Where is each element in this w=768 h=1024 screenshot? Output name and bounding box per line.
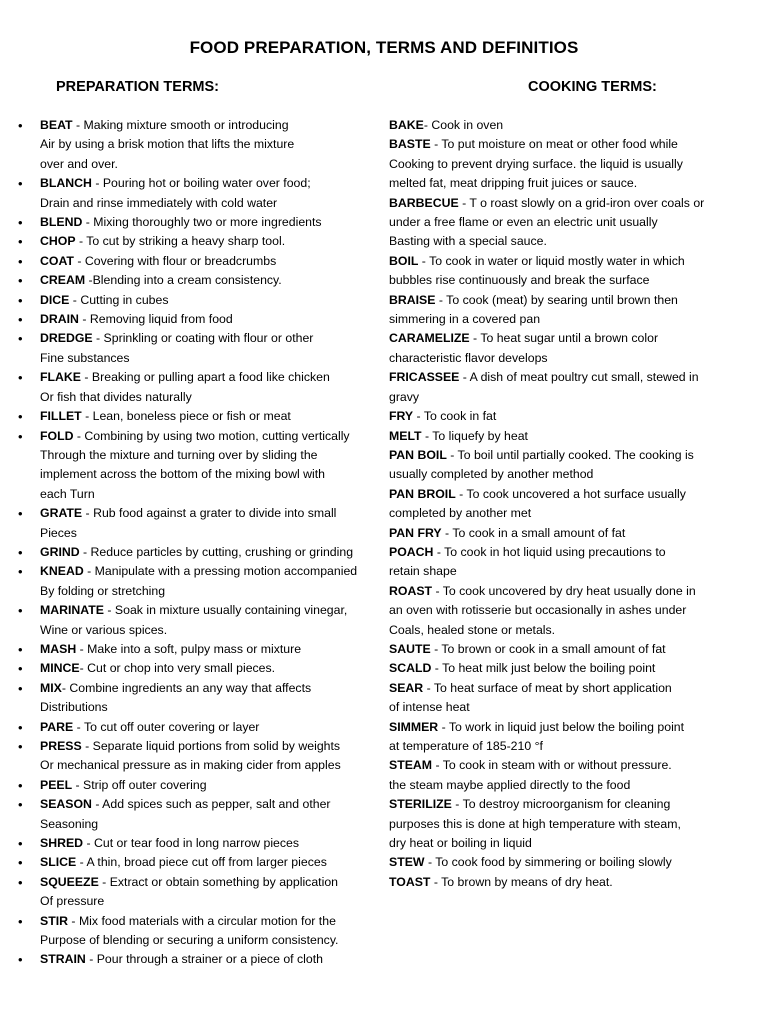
cooking-term-definition: Basting with a special sauce.	[389, 234, 547, 249]
preparation-term-item	[40, 543, 380, 562]
preparation-term-definition: - Combine ingredients an any way that affects	[61, 680, 312, 695]
cooking-term-item	[389, 194, 734, 252]
preparation-heading: PREPARATION TERMS:	[56, 79, 219, 95]
preparation-term-definition: Or mechanical pressure as in making cider from apples	[40, 758, 341, 773]
preparation-term-line	[40, 174, 380, 193]
cooking-term-definition: - To destroy microorganism for cleaning	[451, 797, 671, 812]
preparation-term-item	[40, 873, 380, 912]
cooking-term-line	[389, 659, 734, 678]
cooking-term-line	[389, 834, 734, 853]
cooking-term-term: SIMMER	[389, 719, 439, 734]
preparation-term-line	[40, 310, 380, 329]
cooking-term-term: PAN BOIL	[389, 447, 447, 462]
preparation-term-definition: - Soak in mixture usually containing vinegar,	[103, 603, 348, 618]
preparation-term-line	[40, 853, 380, 872]
preparation-term-definition: Seasoning	[40, 816, 99, 831]
preparation-term-term: SEASON	[40, 797, 92, 812]
preparation-term-item	[40, 252, 380, 271]
preparation-term-definition: Pieces	[40, 525, 77, 540]
cooking-term-line	[389, 329, 734, 348]
cooking-term-line	[389, 116, 734, 135]
preparation-term-line	[40, 291, 380, 310]
preparation-term-line	[40, 116, 380, 135]
preparation-term-line	[40, 621, 380, 640]
cooking-terms-list	[389, 116, 734, 892]
cooking-term-line	[389, 524, 734, 543]
cooking-term-line	[389, 368, 734, 387]
cooking-term-line	[389, 388, 734, 407]
preparation-term-term: DRAIN	[40, 312, 79, 327]
cooking-term-definition: - To cook in water or liquid mostly water in which	[418, 253, 685, 268]
cooking-term-item	[389, 543, 734, 582]
cooking-term-line	[389, 718, 734, 737]
cooking-term-item	[389, 679, 734, 718]
cooking-term-term: ROAST	[389, 583, 433, 598]
preparation-term-definition: By folding or stretching	[40, 583, 166, 598]
cooking-term-definition: at temperature of 185-210 °f	[389, 739, 543, 753]
cooking-term-definition: - To liquefy by heat	[421, 428, 528, 443]
preparation-terms-list	[40, 116, 380, 970]
cooking-term-item	[389, 252, 734, 291]
preparation-term-term: KNEAD	[40, 564, 84, 579]
preparation-term-item	[40, 834, 380, 853]
cooking-term-item	[389, 524, 734, 543]
preparation-term-line	[40, 873, 380, 892]
cooking-term-line	[389, 194, 734, 213]
cooking-term-line	[389, 485, 734, 504]
cooking-term-definition: of intense heat	[389, 700, 470, 715]
cooking-term-definition: gravy	[389, 389, 420, 404]
preparation-term-line	[40, 349, 380, 368]
preparation-term-term: BEAT	[40, 118, 73, 132]
preparation-term-line	[40, 388, 380, 407]
preparation-term-definition: - Strip off outer covering	[72, 777, 207, 792]
preparation-term-item	[40, 407, 380, 426]
cooking-term-item	[389, 795, 734, 853]
preparation-term-term: SLICE	[40, 855, 77, 870]
preparation-term-line	[40, 718, 380, 737]
preparation-term-term: PEEL	[40, 777, 73, 792]
cooking-term-definition: - To cook (meat) by searing until brown then	[435, 292, 678, 307]
preparation-term-term: STRAIN	[40, 952, 86, 967]
preparation-term-term: COAT	[40, 253, 74, 268]
cooking-term-line	[389, 407, 734, 426]
cooking-term-item	[389, 135, 734, 193]
cooking-term-line	[389, 291, 734, 310]
cooking-term-definition: - Cook in oven	[423, 118, 504, 132]
preparation-term-definition: - A thin, broad piece cut off from larger pieces	[76, 855, 327, 870]
preparation-term-line	[40, 776, 380, 795]
cooking-term-line	[389, 252, 734, 271]
preparation-term-item	[40, 329, 380, 368]
preparation-term-definition: - Cut or chop into very small pieces.	[79, 661, 276, 676]
cooking-term-definition: simmering in a covered pan	[389, 312, 541, 327]
cooking-term-definition: - To put moisture on meat or other food while	[430, 137, 678, 152]
cooking-term-definition: - To cook in steam with or without pressure.	[432, 758, 672, 773]
cooking-term-term: MELT	[389, 428, 422, 443]
cooking-term-line	[389, 135, 734, 154]
preparation-term-definition: - Mix food materials with a circular motion for the	[68, 913, 336, 928]
preparation-term-line	[40, 427, 380, 446]
preparation-term-term: MIX	[40, 680, 62, 695]
preparation-term-line	[40, 679, 380, 698]
preparation-term-term: SHRED	[40, 836, 84, 851]
cooking-term-definition: dry heat or boiling in liquid	[389, 836, 532, 851]
cooking-term-term: SCALD	[389, 661, 432, 676]
preparation-term-definition: - Making mixture smooth or introducing	[72, 118, 289, 132]
cooking-term-term: BARBECUE	[389, 195, 459, 210]
preparation-term-line	[40, 368, 380, 387]
cooking-term-term: BAKE	[389, 118, 424, 132]
preparation-term-line	[40, 698, 380, 717]
preparation-term-definition: each Turn	[40, 486, 95, 501]
preparation-term-definition: - Make into a soft, pulpy mass or mixture	[76, 641, 302, 656]
preparation-term-line	[40, 640, 380, 659]
preparation-term-item	[40, 601, 380, 640]
preparation-term-line	[40, 562, 380, 581]
cooking-term-term: STEW	[389, 855, 425, 870]
preparation-term-line	[40, 135, 380, 154]
cooking-term-definition: Cooking to prevent drying surface. the liquid is usually	[389, 156, 683, 171]
preparation-term-definition: Distributions	[40, 700, 108, 715]
cooking-term-definition: - To brown or cook in a small amount of fat	[430, 641, 666, 656]
preparation-term-definition: Or fish that divides naturally	[40, 389, 192, 404]
cooking-term-item	[389, 756, 734, 795]
cooking-term-item	[389, 582, 734, 640]
cooking-term-term: BASTE	[389, 137, 431, 152]
cooking-term-item	[389, 659, 734, 678]
preparation-term-term: STIR	[40, 913, 69, 928]
preparation-term-item	[40, 640, 380, 659]
cooking-term-line	[389, 698, 734, 717]
preparation-term-term: GRIND	[40, 544, 80, 559]
preparation-term-definition: - Manipulate with a pressing motion accompanied	[83, 564, 358, 579]
preparation-term-item	[40, 213, 380, 232]
cooking-term-definition: - To heat milk just below the boiling point	[431, 661, 656, 676]
cooking-term-definition: - A dish of meat poultry cut small, stewed in	[459, 370, 699, 385]
preparation-term-line	[40, 465, 380, 484]
preparation-term-term: FILLET	[40, 409, 82, 424]
cooking-term-definition: - To boil until partially cooked. The cooking is	[446, 447, 694, 462]
cooking-term-line	[389, 271, 734, 290]
preparation-term-item	[40, 562, 380, 601]
preparation-term-item	[40, 795, 380, 834]
preparation-term-line	[40, 543, 380, 562]
preparation-term-item	[40, 776, 380, 795]
preparation-term-definition: implement across the bottom of the mixing bowl with	[40, 467, 326, 482]
preparation-term-definition: - Separate liquid portions from solid by weights	[81, 739, 341, 753]
cooking-term-term: CARAMELIZE	[389, 331, 470, 346]
preparation-term-definition: Drain and rinse immediately with cold water	[40, 195, 278, 210]
preparation-term-line	[40, 815, 380, 834]
cooking-term-definition: an oven with rotisserie but occasionally in ashes under	[389, 603, 687, 618]
preparation-term-item	[40, 853, 380, 872]
preparation-term-item	[40, 737, 380, 776]
preparation-term-item	[40, 271, 380, 290]
preparation-term-line	[40, 737, 380, 756]
preparation-term-line	[40, 213, 380, 232]
cooking-term-definition: characteristic flavor develops	[389, 350, 548, 365]
preparation-term-definition: - Mixing thoroughly two or more ingredients	[82, 215, 322, 230]
preparation-term-line	[40, 155, 380, 174]
cooking-term-line	[389, 174, 734, 193]
cooking-term-item	[389, 446, 734, 485]
preparation-term-definition: Air by using a brisk motion that lifts the mixture	[40, 137, 295, 152]
cooking-term-line	[389, 155, 734, 174]
cooking-term-definition: usually completed by another method	[389, 467, 594, 482]
cooking-term-term: PAN FRY	[389, 525, 442, 540]
preparation-term-definition: - Rub food against a grater to divide into small	[82, 506, 337, 521]
page-title: FOOD PREPARATION, TERMS AND DEFINITIOS	[189, 38, 579, 57]
cooking-term-line	[389, 776, 734, 795]
cooking-term-line	[389, 853, 734, 872]
preparation-term-line	[40, 912, 380, 931]
cooking-term-term: SEAR	[389, 680, 424, 695]
cooking-term-line	[389, 349, 734, 368]
cooking-term-term: TOAST	[389, 874, 431, 889]
cooking-term-term: STEAM	[389, 758, 433, 773]
cooking-term-line	[389, 582, 734, 601]
cooking-term-definition: Coals, healed stone or metals.	[389, 622, 556, 637]
preparation-term-item	[40, 232, 380, 251]
preparation-term-definition: - Cutting in cubes	[69, 292, 169, 307]
cooking-term-definition: - To cook in fat	[413, 409, 497, 424]
cooking-term-term: SAUTE	[389, 641, 431, 656]
preparation-term-term: FOLD	[40, 428, 74, 443]
preparation-term-term: CREAM	[40, 273, 86, 288]
cooking-term-definition: melted fat, meat dripping fruit juices or sauce.	[389, 176, 638, 191]
preparation-term-item	[40, 679, 380, 718]
cooking-term-term: STERILIZE	[389, 797, 452, 812]
cooking-term-line	[389, 427, 734, 446]
preparation-term-term: MINCE	[40, 661, 80, 676]
cooking-term-definition: - To cook in a small amount of fat	[441, 525, 626, 540]
preparation-term-definition: Purpose of blending or securing a uniform consistency.	[40, 933, 339, 948]
cooking-term-line	[389, 504, 734, 523]
preparation-term-line	[40, 407, 380, 426]
preparation-term-line	[40, 756, 380, 775]
preparation-term-line	[40, 485, 380, 504]
preparation-term-term: MARINATE	[40, 603, 104, 618]
preparation-term-line	[40, 524, 380, 543]
preparation-term-term: PARE	[40, 719, 74, 734]
preparation-term-item	[40, 310, 380, 329]
preparation-term-item	[40, 427, 380, 505]
preparation-term-term: BLEND	[40, 215, 83, 230]
preparation-term-line	[40, 659, 380, 678]
preparation-term-definition: - Combining by using two motion, cutting vertically	[73, 428, 350, 443]
cooking-term-line	[389, 310, 734, 329]
cooking-term-item	[389, 640, 734, 659]
cooking-term-definition: - To heat surface of meat by short application	[423, 680, 672, 695]
preparation-term-definition: Of pressure	[40, 894, 105, 909]
cooking-term-item	[389, 873, 734, 892]
cooking-term-item	[389, 407, 734, 426]
cooking-term-definition: bubbles rise continuously and break the surface	[389, 273, 650, 288]
preparation-term-term: SQUEEZE	[40, 874, 99, 889]
preparation-term-term: GRATE	[40, 506, 83, 521]
preparation-term-definition: - Extract or obtain something by application	[98, 874, 338, 889]
cooking-term-item	[389, 853, 734, 872]
preparation-term-term: MASH	[40, 641, 77, 656]
cooking-term-term: POACH	[389, 544, 434, 559]
preparation-term-definition: - To cut by striking a heavy sharp tool.	[75, 234, 286, 249]
preparation-term-definition: - Covering with flour or breadcrumbs	[73, 253, 277, 268]
cooking-term-item	[389, 718, 734, 757]
preparation-term-line	[40, 931, 380, 950]
cooking-term-line	[389, 795, 734, 814]
preparation-term-definition: - Pour through a strainer or a piece of cloth	[85, 952, 323, 967]
cooking-term-term: FRICASSEE	[389, 370, 460, 385]
cooking-term-line	[389, 232, 734, 251]
preparation-term-item	[40, 174, 380, 213]
cooking-term-line	[389, 213, 734, 232]
cooking-term-definition: retain shape	[389, 564, 457, 579]
preparation-term-definition: Fine substances	[40, 350, 130, 365]
cooking-term-definition: - To cook food by simmering or boiling slowly	[424, 855, 672, 870]
cooking-term-definition: under a free flame or even an electric unit usually	[389, 215, 658, 230]
cooking-term-definition: - To cook uncovered a hot surface usually	[455, 486, 686, 501]
preparation-term-item	[40, 912, 380, 951]
preparation-term-term: DREDGE	[40, 331, 93, 346]
cooking-term-term: FRY	[389, 409, 414, 424]
preparation-term-line	[40, 446, 380, 465]
cooking-term-term: BRAISE	[389, 292, 436, 307]
cooking-term-line	[389, 756, 734, 775]
cooking-term-line	[389, 621, 734, 640]
preparation-term-definition: -Blending into a cream consistency.	[85, 273, 282, 288]
cooking-term-line	[389, 562, 734, 581]
cooking-term-item	[389, 485, 734, 524]
cooking-term-item	[389, 291, 734, 330]
cooking-term-line	[389, 465, 734, 484]
cooking-term-line	[389, 815, 734, 834]
cooking-term-term: PAN BROIL	[389, 486, 456, 501]
cooking-term-line	[389, 640, 734, 659]
cooking-term-definition: - To cook in hot liquid using precautions to	[433, 544, 666, 559]
preparation-term-definition: - To cut off outer covering or layer	[73, 719, 260, 734]
cooking-term-definition: completed by another met	[389, 506, 532, 521]
preparation-term-definition: - Breaking or pulling apart a food like chicken	[81, 370, 330, 385]
cooking-term-line	[389, 446, 734, 465]
cooking-term-definition: purposes this is done at high temperature with steam,	[389, 816, 681, 831]
preparation-term-item	[40, 116, 380, 174]
preparation-term-item	[40, 504, 380, 543]
cooking-term-definition: - To heat sugar until a brown color	[469, 331, 659, 346]
cooking-term-definition: - To cook uncovered by dry heat usually done in	[432, 583, 696, 598]
preparation-term-definition: over and over.	[40, 156, 118, 171]
preparation-term-line	[40, 834, 380, 853]
preparation-term-line	[40, 950, 380, 969]
preparation-term-item	[40, 659, 380, 678]
preparation-term-definition: - Pouring hot or boiling water over food;	[91, 176, 311, 191]
cooking-term-line	[389, 737, 734, 756]
cooking-term-item	[389, 368, 734, 407]
preparation-term-term: CHOP	[40, 234, 76, 249]
cooking-term-definition: - T o roast slowly on a grid-iron over coals or	[458, 195, 705, 210]
preparation-term-definition: - Removing liquid from food	[78, 312, 233, 327]
preparation-term-definition: Through the mixture and turning over by sliding the	[40, 447, 318, 462]
preparation-term-line	[40, 329, 380, 348]
cooking-term-item	[389, 329, 734, 368]
cooking-term-line	[389, 679, 734, 698]
preparation-term-definition: - Cut or tear food in long narrow pieces	[83, 836, 300, 851]
cooking-term-line	[389, 873, 734, 892]
preparation-term-term: FLAKE	[40, 370, 81, 385]
cooking-term-line	[389, 543, 734, 562]
preparation-term-definition: Wine or various spices.	[40, 622, 168, 637]
cooking-term-definition: the steam maybe applied directly to the food	[389, 777, 631, 792]
preparation-term-definition: - Add spices such as pepper, salt and other	[91, 797, 331, 812]
preparation-term-item	[40, 718, 380, 737]
preparation-term-item	[40, 950, 380, 969]
preparation-term-line	[40, 232, 380, 251]
preparation-term-line	[40, 194, 380, 213]
cooking-term-term: BOIL	[389, 253, 419, 268]
cooking-term-line	[389, 601, 734, 620]
preparation-term-term: BLANCH	[40, 176, 92, 191]
preparation-term-term: PRESS	[40, 739, 82, 753]
cooking-heading: COOKING TERMS:	[528, 79, 657, 95]
preparation-term-definition: - Sprinkling or coating with flour or other	[92, 331, 314, 346]
preparation-term-item	[40, 291, 380, 310]
cooking-term-definition: - To brown by means of dry heat.	[430, 874, 613, 889]
cooking-term-item	[389, 427, 734, 446]
preparation-term-line	[40, 795, 380, 814]
preparation-term-definition: - Reduce particles by cutting, crushing or grinding	[79, 544, 354, 559]
preparation-term-line	[40, 271, 380, 290]
preparation-term-line	[40, 582, 380, 601]
preparation-term-term: DICE	[40, 292, 70, 307]
preparation-term-line	[40, 504, 380, 523]
preparation-term-item	[40, 368, 380, 407]
preparation-term-definition: - Lean, boneless piece or fish or meat	[81, 409, 291, 424]
cooking-term-definition: - To work in liquid just below the boiling point	[438, 719, 685, 734]
preparation-term-line	[40, 892, 380, 911]
preparation-term-line	[40, 601, 380, 620]
preparation-term-line	[40, 252, 380, 271]
cooking-term-item	[389, 116, 734, 135]
